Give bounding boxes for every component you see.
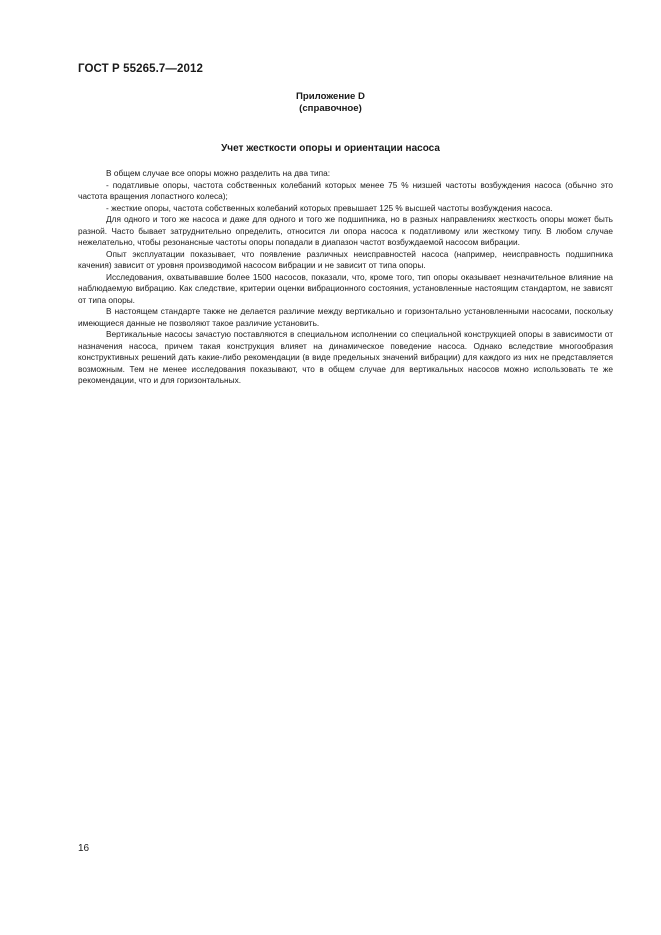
paragraph: Для одного и того же насоса и даже для одного и того же подшипника, но в разных направлениях жесткость опоры может быть разной. Часто бывает затруднительно определить, относится ли опора насоса к податливому или жесткому типу. В любом случае нежелательно, чтобы резонансные частоты опоры попадали в диапазон частот возбуждаемой насосом вибрации. <box>78 214 613 247</box>
document-code: ГОСТ Р 55265.7—2012 <box>78 63 203 75</box>
paragraph: В настоящем стандарте также не делается различие между вертикально и горизонтально установленными насосами, поскольку имеющиеся данные не позволяют такое различие установить. <box>78 306 613 328</box>
paragraph: В общем случае все опоры можно разделить на два типа: <box>106 168 331 178</box>
appendix-subtitle: (справочное) <box>299 103 362 114</box>
appendix-heading <box>0 91 661 115</box>
paragraph: - жесткие опоры, частота собственных колебаний которых превышает 125 % высшей частоты возбуждения насоса. <box>106 202 553 213</box>
paragraph: Исследования, охватывавшие более 1500 насосов, показали, что, кроме того, тип опоры оказывает незначительное влияние на наблюдаемую вибрацию. Как следствие, критерии оценки вибрационного состояния, установленные настоящим стандартом, не зависят от типа опоры. <box>78 271 613 305</box>
paragraph: Опыт эксплуатации показывает, что появление различных неисправностей насоса (например, неисправность подшипника качения) зависит от уровня производимой насосом вибрации и не зависит от типа опоры. <box>78 248 613 270</box>
paragraph: - податливые опоры, частота собственных колебаний которых менее 75 % низшей частоты возбуждения насоса (обычно это частота вращения лопастного колеса); <box>78 179 613 201</box>
section-title: Учет жесткости опоры и ориентации насоса <box>221 143 440 154</box>
body-text <box>78 168 613 387</box>
paragraph: Вертикальные насосы зачастую поставляются в специальном исполнении со специальной конструкцией опоры в зависимости от назначения насоса, причем такая конструкция влияет на динамическое поведение насоса. Однако вследствие многообразия конструктивных решений дать какие-либо рекомендации (в виде предельных значений вибрации) для каждого из них не представляется возможным. Тем не менее исследования показывают, что в общем случае для вертикальных насосов можно использовать те же рекомендации, что и для горизонтальных. <box>78 329 613 385</box>
appendix-title: Приложение D <box>296 91 365 102</box>
page-number: 16 <box>78 843 90 854</box>
